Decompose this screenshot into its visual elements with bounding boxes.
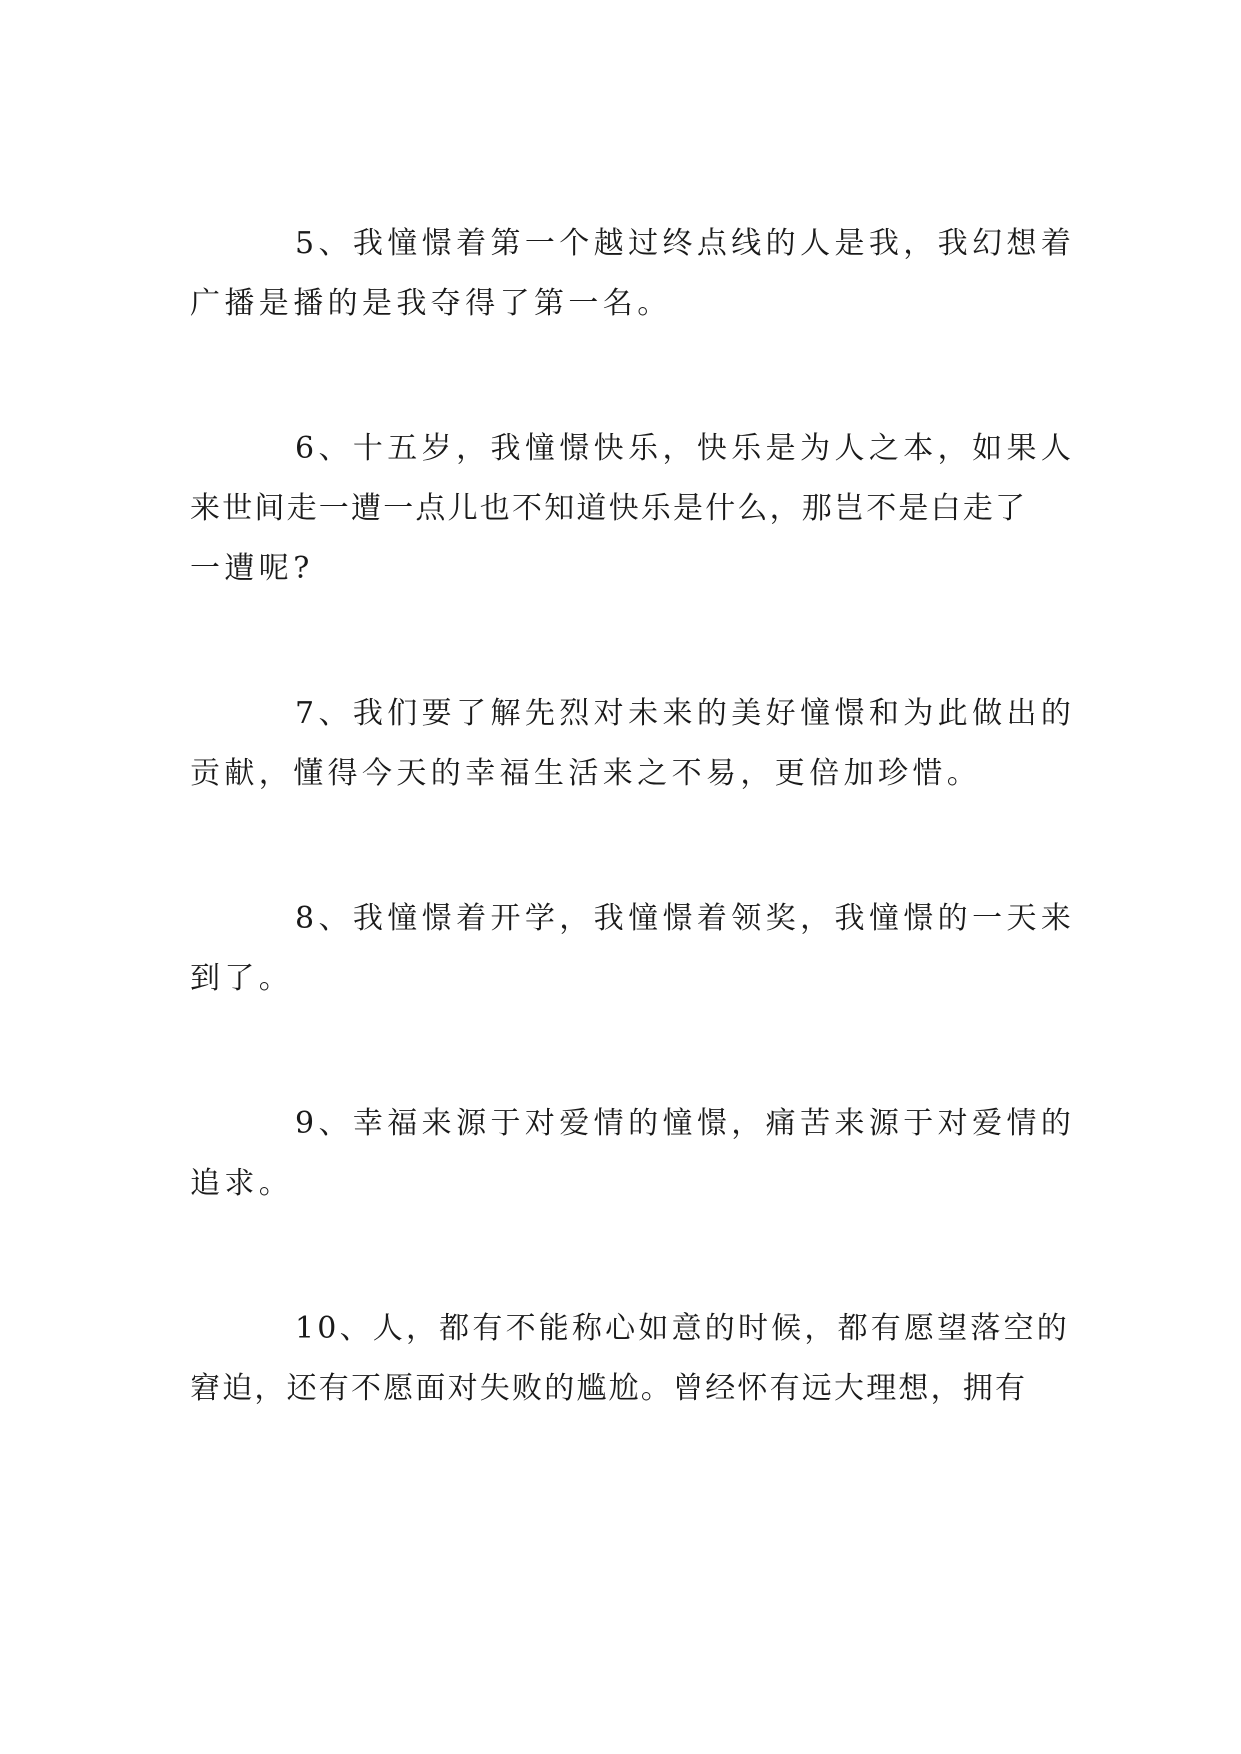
paragraph-line: 8、我憧憬着开学，我憧憬着领奖，我憧憬的一天来: [295, 901, 1076, 936]
paragraph-line: 7、我们要了解先烈对未来的美好憧憬和为此做出的: [295, 696, 1076, 731]
paragraph-line: 广播是播的是我夺得了第一名。: [190, 286, 672, 321]
paragraph-line: 来世间走一遭一点儿也不知道快乐是什么，那岂不是白走了: [190, 491, 1028, 526]
paragraph-8: [190, 889, 1076, 1009]
paragraph-5: [190, 214, 1076, 334]
paragraph-line: 10、人，都有不能称心如意的时候，都有愿望落空的: [295, 1311, 1070, 1346]
paragraph-line: 到了。: [190, 961, 294, 996]
paragraph-line: 5、我憧憬着第一个越过终点线的人是我，我幻想着: [295, 226, 1076, 261]
paragraph-7: [190, 684, 1076, 804]
paragraph-line: 一遭呢?: [190, 551, 314, 586]
paragraph-line: 窘迫，还有不愿面对失败的尴尬。曾经怀有远大理想，拥有: [190, 1371, 1028, 1406]
paragraph-9: [190, 1094, 1076, 1214]
paragraph-line: 追求。: [190, 1166, 294, 1201]
paragraph-line: 贡献，懂得今天的幸福生活来之不易，更倍加珍惜。: [190, 756, 982, 791]
paragraph-10: [190, 1299, 1070, 1419]
paragraph-line: 9、幸福来源于对爱情的憧憬，痛苦来源于对爱情的: [295, 1106, 1076, 1141]
paragraph-line: 6、十五岁，我憧憬快乐，快乐是为人之本，如果人: [295, 431, 1076, 466]
paragraph-6: [190, 419, 1076, 599]
